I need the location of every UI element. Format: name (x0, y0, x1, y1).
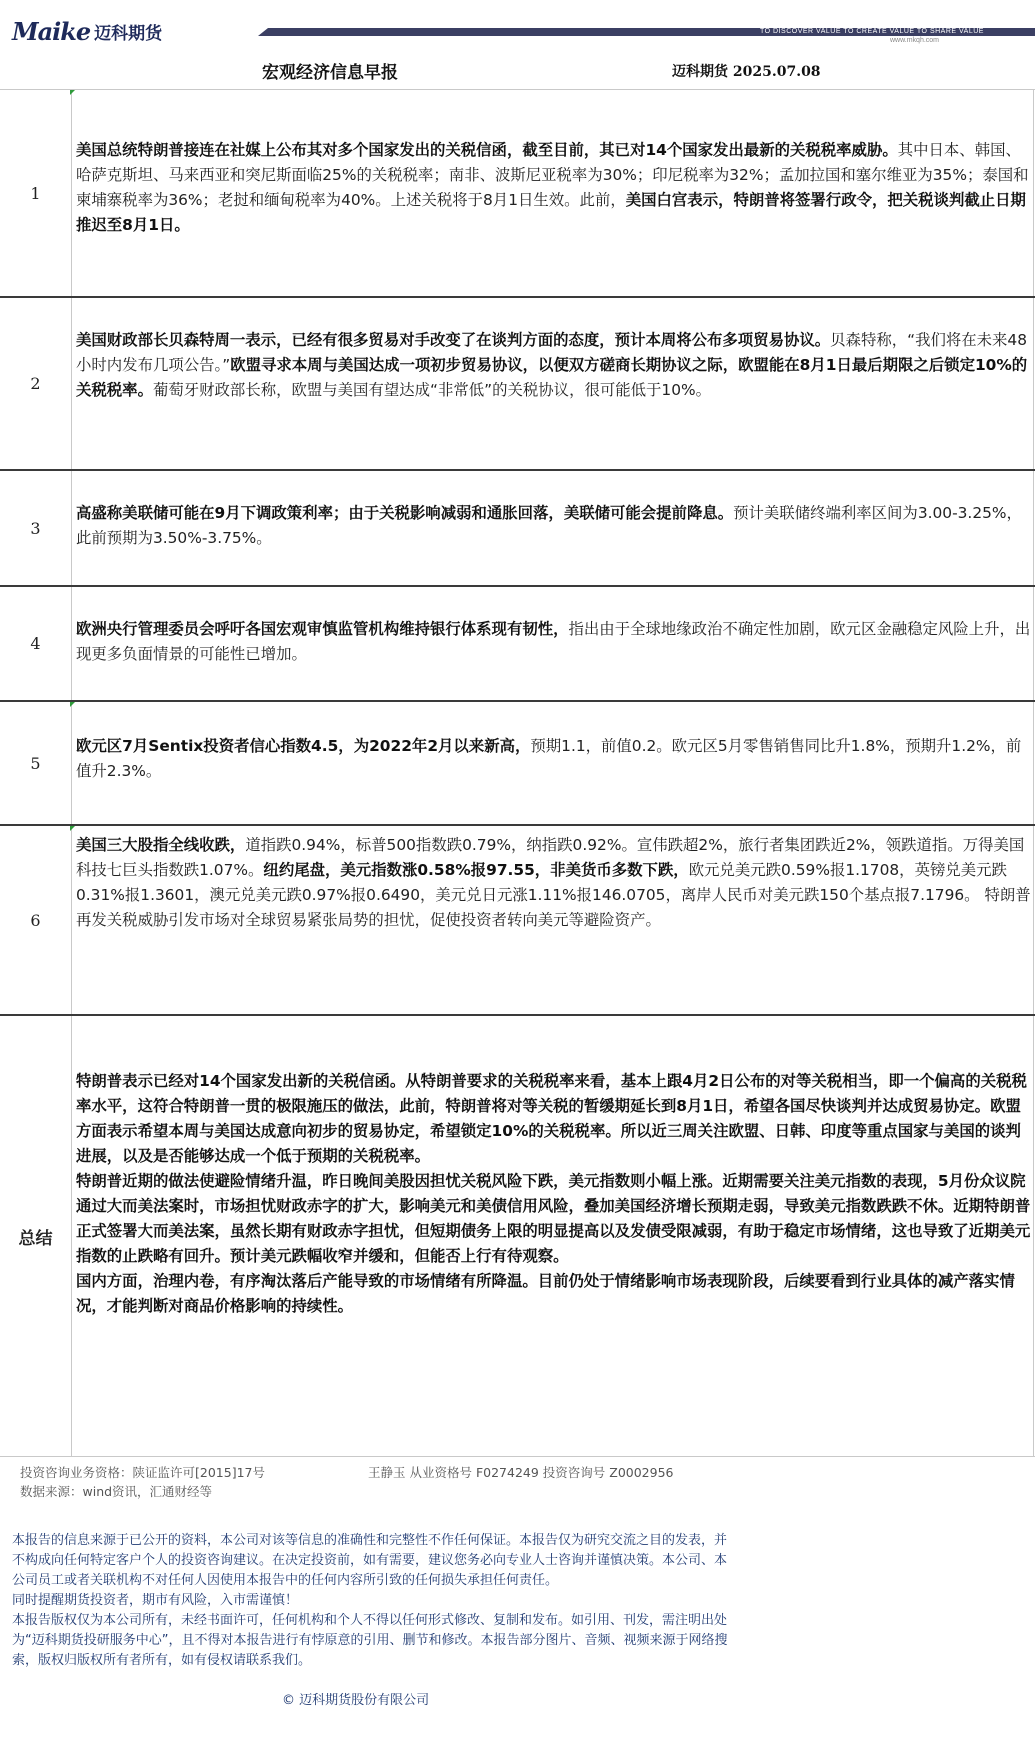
disclaimer-paragraph: 本报告版权仅为本公司所有，未经书面许可，任何机构和个人不得以任何形式修改、复制和发布。如引用、刊发，需注明出处为“迈科期货投研服务中心”，且不得对本报告进行有悖原意的引用、删节和修改。本报告部分图片、音频、视频来源于网络搜索，版权归版权所有者所有，如有侵权请联系我们。 (12, 1613, 728, 1668)
highlight-text: 美国白宫表示，特朗普将签署行政令，把关税谈判截止日期推迟至8月1日。 (76, 191, 1026, 234)
summary-label: 总结 (0, 1016, 72, 1456)
table-border-right (1033, 1016, 1034, 1456)
title-row (0, 55, 1035, 90)
disclaimer (12, 1531, 737, 1671)
table-border-right (1033, 587, 1034, 700)
news-text (76, 734, 1031, 784)
cell-comment-marker (70, 702, 75, 707)
table-border-right (1033, 90, 1034, 296)
cell-comment-marker (70, 90, 75, 95)
data-source: 数据来源：wind资讯，汇通财经等 (20, 1484, 213, 1499)
header-website: www.mkqh.com (890, 37, 940, 44)
news-text (76, 501, 1031, 551)
highlight-text: 美国总统特朗普接连在社媒上公布其对多个国家发出的关税信函，截至目前，其已对14个国家发出最新的关税税率威胁。 (76, 141, 898, 159)
news-row (0, 471, 1035, 587)
body-text: 预期1.1，前值0.2。欧元区5月零售销售同比升1.8%，预期升1.2%，前值升2.3%。 (76, 737, 1022, 780)
table-border-right (1033, 826, 1034, 1014)
header-bar-wedge (258, 28, 268, 36)
row-number: 1 (0, 90, 72, 296)
table-border-right (1033, 702, 1034, 824)
row-number: 5 (0, 702, 72, 824)
table-border-right (1033, 298, 1034, 469)
analyst-info: 王静玉 从业资格号 F0274249 投资咨询号 Z0002956 (368, 1465, 674, 1480)
body-text: 贝森特称，“我们将在未来48小时内发布几项公告。” (76, 331, 1028, 374)
news-text (76, 617, 1031, 667)
row-number: 3 (0, 471, 72, 585)
logo-text-cn: 迈科期货 (94, 23, 163, 44)
report-org-date: 迈科期货 2025.07.08 (672, 64, 821, 80)
header-slogan: TO DISCOVER VALUE TO CREATE VALUE TO SHARE VALUE (760, 28, 984, 35)
news-row (0, 587, 1035, 702)
news-row (0, 702, 1035, 826)
news-table (0, 89, 1035, 1315)
copyright: © 迈科期货股份有限公司 (282, 1693, 430, 1708)
summary-row (0, 1016, 1035, 1457)
body-text: 葡萄牙财政部长称，欧盟与美国有望达成“非常低”的关税协议，很可能低于10%。 (152, 381, 712, 399)
report-title: 宏观经济信息早报 (262, 63, 398, 83)
summary-paragraph: 国内方面，治理内卷，有序淘汰落后产能导致的市场情绪有所降温。目前仍处于情绪影响市场表现阶段，后续要看到行业具体的减产落实情况，才能判断对商品价格影响的持续性。 (76, 1272, 1015, 1315)
body-text: 其中日本、韩国、哈萨克斯坦、马来西亚和突尼斯面临25%的关税税率；南非、波斯尼亚税率为30%；印尼税率为32%；孟加拉国和塞尔维亚为35%；泰国和柬埔寨税率为36%；老挝和缅甸税率为40%。上述关税将于8月1日生效。此前， (76, 141, 1029, 209)
maike-logo (12, 16, 163, 46)
table-border-right (1033, 471, 1034, 585)
highlight-text: 欧盟寻求本周与美国达成一项初步贸易协议，以便双方磋商长期协议之际，欧盟能在8月1日最后期限之后锁定10%的关税税率。 (76, 356, 1028, 399)
body-text: 指出由于全球地缘政治不确定性加剧，欧元区金融稳定风险上升，出现更多负面情景的可能性已增加。 (76, 620, 1031, 663)
report-header (0, 0, 1035, 55)
row-number: 4 (0, 587, 72, 700)
highlight-text: 欧洲央行管理委员会呼吁各国宏观审慎监管机构维持银行体系现有韧性， (76, 620, 569, 638)
summary-paragraph: 特朗普表示已经对14个国家发出新的关税信函。从特朗普要求的关税税率来看，基本上跟4月2日公布的对等关税相当，即一个偏高的关税税率水平，这符合特朗普一贯的极限施压的做法，此前，特朗普将对等关税的暂缓期延长到8月1日，希望各国尽快谈判并达成贸易协定。欧盟方面表示希望本周与美国达成意向初步的贸易协定，希望锁定10%的关税税率。所以近三周关注欧盟、日韩、印度等重点国家与美国的谈判进展，以及是否能够达成一个低于预期的关税税率。 (76, 1072, 1027, 1165)
highlight-text: 高盛称美联储可能在9月下调政策利率；由于关税影响减弱和通胀回落，美联储可能会提前降息。 (76, 504, 734, 522)
news-text (76, 138, 1031, 238)
news-text (76, 833, 1031, 933)
highlight-text: 美国三大股指全线收跌， (76, 836, 246, 854)
row-number: 6 (0, 826, 72, 1014)
disclaimer-paragraph: 同时提醒期货投资者，期市有风险，入市需谨慎！ (12, 1593, 299, 1608)
license-info: 投资咨询业务资格：陕证监许可[2015]17号 (20, 1465, 265, 1480)
body-text: 预计美联储终端利率区间为3.00-3.25%，此前预期为3.50%-3.75%。 (76, 504, 1022, 547)
body-text: 欧元兑美元跌0.59%报1.1708，英镑兑美元跌0.31%报1.3601，澳元兑美元跌0.97%报0.6490，美元兑日元涨1.11%报146.0705，离岸人民币对美元跌150个基点报7.1796。 特朗普再发关税威胁引发市场对全球贸易紧张局势的担忧，促使投资者转向美元等避险资产。 (76, 861, 1031, 929)
body-text: 道指跌0.94%，标普500指数跌0.79%，纳指跌0.92%。宣伟跌超2%，旅行者集团跌近2%，领跌道指。万得美国科技七巨头指数跌1.07%。 (76, 836, 1025, 879)
highlight-text: 纽约尾盘，美元指数涨0.58%报97.55，非美货币多数下跌， (263, 861, 689, 879)
news-row (0, 826, 1035, 1016)
logo-text-en: Maike (12, 16, 91, 46)
disclaimer-paragraph: 本报告的信息来源于已公开的资料，本公司对该等信息的准确性和完整性不作任何保证。本报告仅为研究交流之目的发表，并不构成向任何特定客户个人的投资咨询建议。在决定投资前，如有需要，建议您务必向专业人士咨询并谨慎决策。本公司、本公司员工或者关联机构不对任何人因使用本报告中的任何内容所引致的任何损失承担任何责任。 (12, 1533, 728, 1588)
summary-paragraph: 特朗普近期的做法使避险情绪升温，昨日晚间美股因担忧关税风险下跌，美元指数则小幅上涨。近期需要关注美元指数的表现，5月份众议院通过大而美法案时，市场担忧财政赤字的扩大，影响美元和美债信用风险，叠加美国经济增长预期走弱，导致美元指数跌跌不休。近期特朗普正式签署大而美法案，虽然长期有财政赤字担忧，但短期债务上限的明显提高以及发债受限减弱，有助于稳定市场情绪，这也导致了近期美元指数的止跌略有回升。预计美元跌幅收窄并缓和，但能否上行有待观察。 (76, 1172, 1031, 1265)
news-row (0, 90, 1035, 298)
news-text (76, 328, 1031, 403)
news-row (0, 298, 1035, 471)
highlight-text: 美国财政部长贝森特周一表示，已经有很多贸易对手改变了在谈判方面的态度，预计本周将公布多项贸易协议。 (76, 331, 831, 349)
highlight-text: 欧元区7月Sentix投资者信心指数4.5，为2022年2月以来新高， (76, 737, 531, 755)
cell-comment-marker (70, 826, 75, 831)
row-number: 2 (0, 298, 72, 469)
summary-text (76, 1069, 1031, 1319)
